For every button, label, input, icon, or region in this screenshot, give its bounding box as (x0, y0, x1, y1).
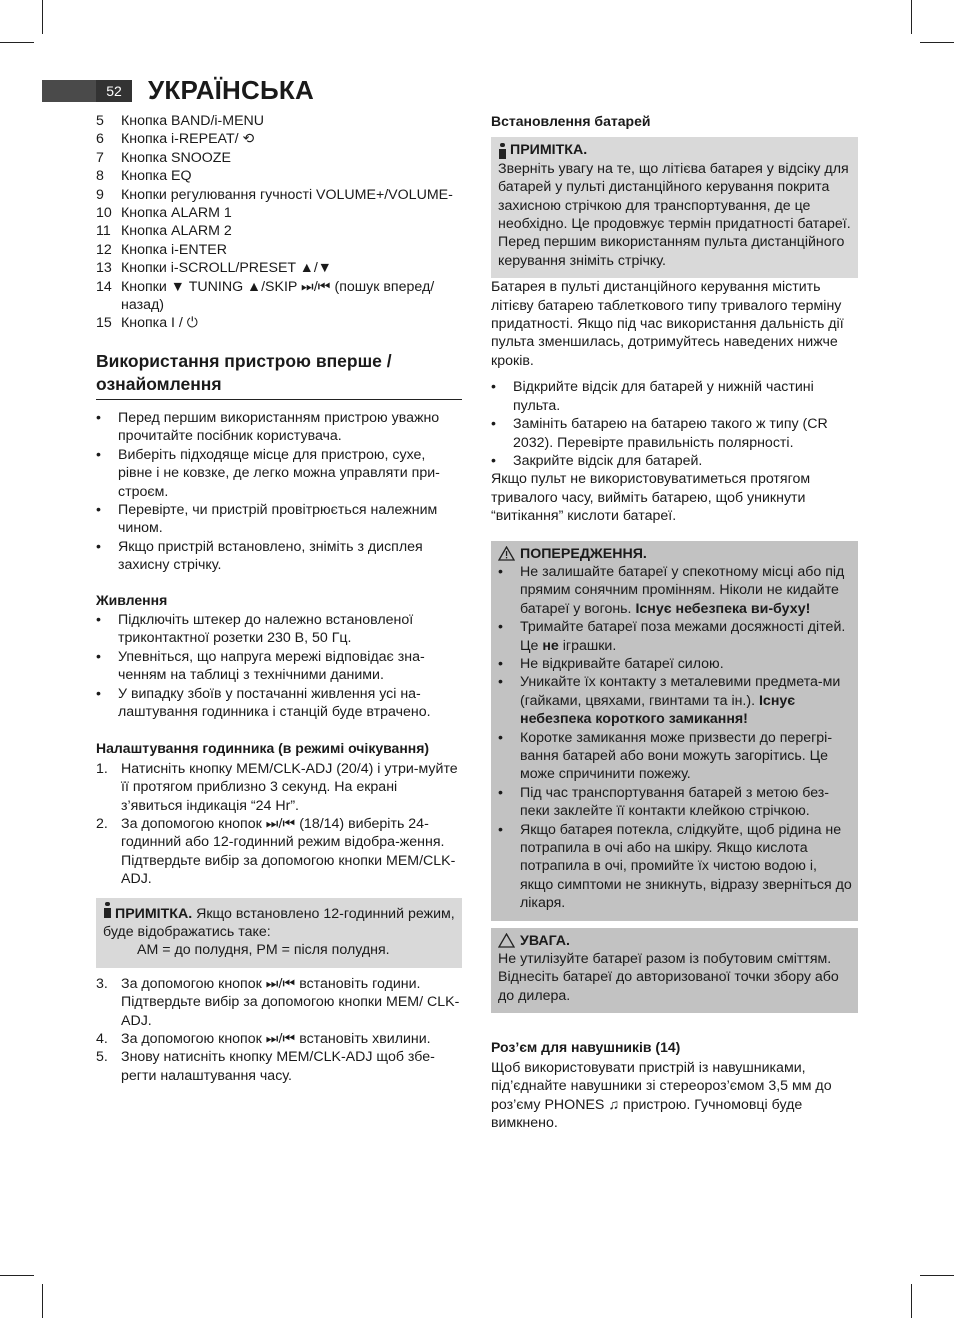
list-item (96, 314, 462, 332)
warning-item-text: Тримайте батареї поза межами досяжності дітей. Це (520, 619, 846, 654)
note-text: Якщо встановлено 12-годинний режим, буде відображатись таке: (103, 905, 455, 941)
crop-mark (42, 1284, 43, 1318)
warning-item-emphasis: Існує небезпека короткого замикання! (520, 692, 796, 728)
list-item (96, 204, 462, 222)
warning-item-text-after: іграшки. (558, 637, 617, 654)
warning-item-text: Під час транспортування батарей з метою без-пеки заклейте її контакти клейкою стрічкою. (520, 784, 830, 820)
battery-intro: Батарея в пульті дистанційного керування містить літієву батарею таблеткового типу тривалого терміну придатності. Якщо під час використання дальність дії пульта зменшилась, дотримуйтесь наведених нижче кроків. (491, 279, 844, 369)
item-text: Кнопка SNOOZE (121, 149, 231, 166)
controls-list (96, 112, 462, 333)
header-bar (42, 80, 96, 102)
item-text: Кнопки i-SCROLL/PRESET ▲/▼ (121, 260, 332, 277)
page-title: УКРАЇНСЬКА (148, 75, 314, 105)
warning-item (498, 618, 852, 655)
note-label: ПРИМІТКА. (510, 142, 588, 159)
list-item (96, 222, 462, 240)
battery-storage: Якщо пульт не використовуватиметься протягом тривалого часу, вийміть батарею, щоб уникнути “витікання” кислоти батареї. (491, 471, 811, 525)
note-label: ПРИМІТКА. (115, 905, 193, 922)
battery-note-box (491, 137, 858, 278)
headphones-heading: Роз’єм для навушників (14) (491, 1039, 681, 1056)
item-text: Кнопка EQ (121, 168, 192, 185)
bullet-item: • Закрийте відсік для батарей. (491, 452, 858, 470)
page-number: 52 (96, 80, 132, 102)
warning-box (491, 541, 858, 921)
item-number: 14 (96, 278, 112, 295)
warning-item-text: Не відкривайте батареї силою. (520, 655, 724, 672)
warning-item-emphasis: Існує небезпека ви-буху! (635, 600, 811, 617)
item-number: 9 (96, 186, 104, 203)
item-text: Натисніть кнопку MEM/CLK-ADJ (20/4) і утри-муйте її протягом приблизно 3 секунд. На екрані з’явиться індикація “24 Hr”. (121, 760, 458, 814)
clock-note-box (96, 898, 462, 968)
bullet-item: • Перед першим використанням пристрою уважно прочитайте посібник користувача. (96, 409, 462, 446)
battery-note-title (498, 141, 852, 159)
crop-mark (0, 42, 34, 43)
warning-item (498, 655, 852, 673)
list-item (96, 130, 462, 148)
item-number: 6 (96, 131, 104, 148)
bullet-item: • Якщо пристрій встановлено, зніміть з дисплея захисну стрічку. (96, 538, 462, 575)
info-icon (103, 902, 112, 918)
item-text: За допомогою кнопок ⏭/⏮ (18/14) виберіть 24-годинний або 12-годинний режим відобра-ження. Підтвердьте вибір за допомогою кнопки MEM/CLK-ADJ. (121, 816, 456, 888)
item-text: Кнопка ALARM 2 (121, 223, 232, 240)
bullet-item: • Упевніться, що напруга мережі відповідає зна-ченням на таблиці з технічними даними. (96, 648, 462, 685)
list-item (96, 1048, 462, 1085)
battery-note-text: Зверніть увагу на те, що літієва батарея у відсіку для батарей у пульті дистанційного керування покрита захисною стрічкою для транспортування, де це необхідно. Це продовжує термін придатності батареї. Перед першим використанням пульта дистанційного керування зніміть стрічку. (498, 160, 851, 269)
note-ampm: AM = до полудня, PM = після полудня. (137, 942, 390, 959)
list-item (96, 112, 462, 130)
clock-note (103, 902, 456, 942)
bullet-item: • У випадку збоїв у постачанні живлення усі на-лаштування годинника і станцій буде втрачено. (96, 685, 462, 722)
first-use-heading: Використання пристрою вперше / ознайомлення (96, 350, 462, 400)
battery-heading: Встановлення батарей (491, 113, 651, 129)
crop-mark (920, 1275, 954, 1276)
item-text: Кнопки регулювання гучності VOLUME+/VOLUME- (121, 186, 453, 203)
warning-item (498, 563, 852, 618)
warning-item-text: Коротке замикання може призвести до перегрі-вання батарей або вони можуть загорітись. Це може спричинити пожежу. (520, 729, 833, 783)
bullet-item: • Перевірте, чи пристрій провітрюється належним чином. (96, 501, 462, 538)
right-column (491, 112, 858, 1132)
power-heading: Живлення (96, 591, 168, 608)
bullet-item: • Підключіть штекер до належно встановленої триконтактної розетки 230 В, 50 Гц. (96, 611, 462, 648)
list-item (96, 259, 462, 277)
item-text: Кнопки ▼ TUNING ▲/SKIP ⏭/⏮ (пошук вперед/ назад) (121, 278, 435, 314)
item-number: 7 (96, 149, 104, 166)
warning-item (498, 821, 852, 913)
crop-mark (0, 1275, 34, 1276)
item-number: 15 (96, 315, 112, 332)
clock-heading: Налаштування годинника (в режимі очікування) (96, 740, 430, 757)
item-number: 1. (96, 760, 108, 777)
warning-item (498, 729, 852, 784)
item-text: За допомогою кнопок ⏭/⏮ встановіть години. Підтвердьте вибір за допомогою кнопки MEM/ CLK-ADJ. (121, 975, 460, 1029)
warning-item-text: Не залишайте батареї у спекотному місці або під прямим сонячним промінням. Ніколи не кидайте батареї у вогонь. (520, 563, 845, 617)
bullet-item: • Замініть батарею на батарею такого ж типу (CR 2032). Перевірте правильність полярності. (491, 415, 858, 452)
caution-label: УВАГА. (520, 932, 570, 949)
warning-label: ПОПЕРЕДЖЕННЯ. (520, 545, 647, 562)
warning-item (498, 673, 852, 728)
info-icon (498, 143, 507, 159)
warning-title (498, 545, 852, 563)
bullet-item: • Відкрийте відсік для батарей у нижній частині пульта. (491, 378, 858, 415)
item-number: 10 (96, 205, 112, 222)
crop-mark (920, 42, 954, 43)
power-list (96, 611, 462, 721)
warning-item (498, 784, 852, 821)
list-item (96, 815, 462, 889)
first-use-list (96, 409, 462, 575)
warning-triangle-icon (498, 546, 515, 561)
item-text: Знову натисніть кнопку MEM/CLK-ADJ щоб збе-регти налаштування часу. (121, 1049, 435, 1084)
list-item (96, 975, 462, 1030)
item-number: 4. (96, 1031, 108, 1048)
headphones-text: Щоб використовувати пристрій із навушниками, під’єднайте навушники зі стереороз’ємом 3,5 мм до роз’єму PHONES ♫ пристрою. Гучномовці буде вимкнено. (491, 1059, 832, 1131)
item-number: 11 (96, 223, 111, 240)
clock-steps (96, 760, 462, 889)
item-number: 13 (96, 260, 112, 277)
item-number: 8 (96, 168, 104, 185)
battery-steps-list (491, 378, 858, 470)
caution-box (491, 928, 858, 1014)
list-item (96, 278, 462, 315)
item-text: Кнопка i-ENTER (121, 241, 227, 258)
crop-mark (42, 0, 43, 34)
list-item (96, 167, 462, 185)
list-item (96, 1030, 462, 1048)
item-text: Кнопка I / ⏻ (121, 315, 199, 332)
list-item (96, 241, 462, 259)
warning-list (498, 563, 852, 913)
item-number: 3. (96, 975, 108, 992)
warning-item-text: Уникайте їх контакту з металевими предмета-ми (гайками, цвяхами, гвинтами та ін.). (520, 674, 841, 709)
item-number: 5 (96, 113, 104, 129)
crop-mark (911, 0, 912, 34)
caution-triangle-icon (498, 933, 515, 948)
item-text: За допомогою кнопок ⏭/⏮ встановіть хвилини. (121, 1031, 431, 1048)
list-item (96, 149, 462, 167)
item-number: 12 (96, 241, 112, 258)
bullet-item: • Виберіть підходяще місце для пристрою, сухе, рівне і не ковзке, де легко можна управляти при-строєм. (96, 446, 462, 501)
item-number: 5. (96, 1049, 108, 1066)
list-item (96, 760, 462, 815)
item-number: 2. (96, 816, 108, 832)
clock-steps-continued (96, 975, 462, 1085)
left-column (96, 112, 462, 1085)
item-text: Кнопка ALARM 1 (121, 205, 232, 222)
warning-item-text: Якщо батарея потекла, слідкуйте, щоб рідина не потрапила в очі або на шкіру. Якщо кислота потрапила в очі, промийте їх чистою водою і, якщо симптоми не зникнуть, відразу зверніться до лікаря. (520, 821, 852, 912)
warning-item-emphasis: не (542, 637, 559, 654)
caution-text: Не утилізуйте батареї разом із побутовим сміттям. Віднесіть батареї до авторизованої точки збору або до дилера. (498, 951, 839, 1004)
item-text: Кнопка i-REPEAT/ ⟲ (121, 131, 255, 148)
item-text: Кнопка BAND/i-MENU (121, 113, 265, 129)
crop-mark (911, 1284, 912, 1318)
list-item (96, 186, 462, 204)
caution-title (498, 932, 852, 950)
